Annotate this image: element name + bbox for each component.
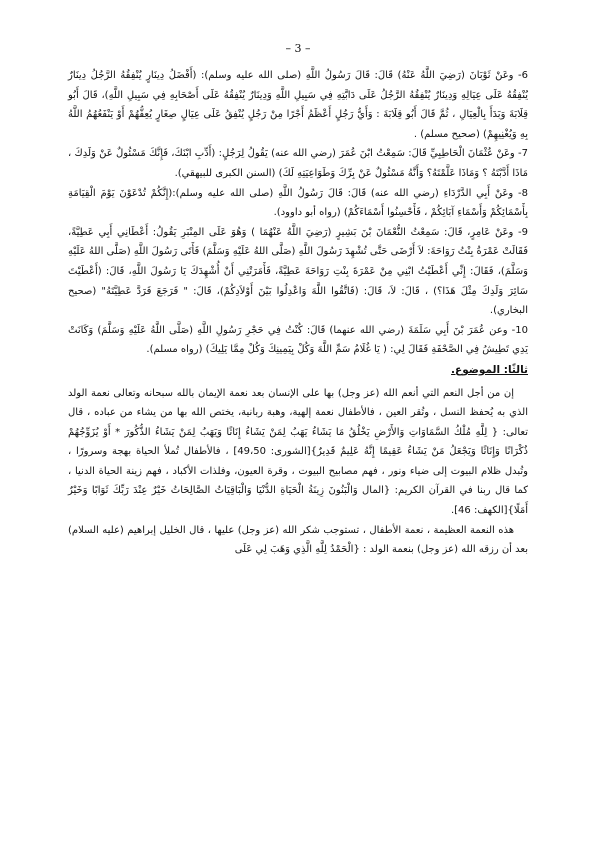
- hadith-10: 10- وعن عُمَرَ بْنَ أَبِي سَلَمَةَ (رضي الله عنهما) قَالَ: كُنْتُ فِي حَجْرِ رَسُولِ اللَّهِ (صَلَّى اللَّهُ عَلَيْهِ وَسَلَّمَ) وَكَانَتْ يَدِي تَطِيشُ فِي الصَّحْفَةِ فَقَالَ لِي: ( يَا غُلَامُ سَمِّ اللَّهَ وَكُلْ بِيَمِينِكَ وَكُلْ مِمَّا يَلِيكَ) (رواه مسلم).: [68, 324, 528, 356]
- hadith-9: 9- وعَنْ عَامِرٍ، قَالَ: سَمِعْتُ النُّعْمَانَ بْنَ بَشِيرٍ (رَضِيَ اللَّهُ عَنْهُمَا ) وَهُوَ عَلَى المِنْبَرِ يَقُولُ: أَعْطَانِي أَبِي عَطِيَّةً، فَقَالَتْ عَمْرَةُ بِنْتُ رَوَاحَةَ: لاَ أَرْضَى حَتَّى تُشْهِدَ رَسُولَ اللَّهِ (صَلَّى اللهُ عَلَيْهِ وَسَلَّمَ) فَأَتَى رَسُولَ اللَّهِ (صَلَّى اللهُ عَلَيْهِ وَسَلَّمَ)، فَقَالَ: إِنِّي أَعْطَيْتُ ابْنِي مِنْ عَمْرَةَ بِنْتِ رَوَاحَةَ عَطِيَّةً، فَأَمَرَتْنِي أَنْ أُشْهِدَكَ يَا رَسُولَ اللَّهِ، قَالَ: (أَعْطَيْتَ سَائِرَ وَلَدِكَ مِثْلَ هَذَا؟) ، قَالَ: لاَ، قَالَ: (فَاتَّقُوا اللَّهَ وَاعْدِلُوا بَيْنَ أَوْلاَدِكُمْ)، قَالَ: " فَرَجَعَ فَرَدَّ عَطِيَّتَهُ" (صحيح البخاري).: [68, 226, 528, 317]
- hadith-8: 8- وعَنْ أَبِي الدَّرْدَاءِ (رضي الله عنه) قَالَ: قَالَ رَسُولُ اللَّهِ (صلى الله عليه وسلم):(إِنَّكُمْ تُدْعَوْنَ يَوْمَ الْقِيَامَةِ بِأَسْمَائِكُمْ وَأَسْمَاءِ آبَائِكُمْ ، فَأَحْسِنُوا أَسْمَاءَكُمْ) (رواه أبو داوود).: [68, 187, 528, 219]
- topic-paragraph: إن من أجل النعم التي أنعم الله (عز وجل) بها على الإنسان بعد نعمة الإيمان بالله سبحانه وتعالى نعمة الولد الذي به يُحفظ النسل ، وتُقر العين ، فالأطفال نعمة إلهية، وهبة ربانية، يختص الله بها من يشاء من عباده ، قال تعالى: { لِلَّهِ مُلْكُ السَّمَاوَاتِ وَالأَرْضِ يَخْلُقُ مَا يَشَاءُ يَهَبُ لِمَنْ يَشَاءُ إِنَاثًا وَيَهَبُ لِمَنْ يَشَاءُ الذُّكُورَ * أَوْ يُزَوِّجُهُمْ ذُكْرَانًا وَإِنَاثًا وَيَجْعَلُ مَنْ يَشَاءُ عَقِيمًا إِنَّهُ عَلِيمٌ قَدِيرٌ}[الشورى: 49،50] ، فالأطفال تُملأ الحياة بهجة وسرورًا ، وتُبدل ظلام البيوت إلى ضياء ونور ، فهم مصابيح البيوت ، وقرة العيون، وفلذات الأكباد ، فهم زينة الحياة الدنيا ، كما قال ربنا في القرآن الكريم: {المال وَالْبَنُونَ زِينَةُ الْحَيَاةِ الدُّنْيَا وَالْبَاقِيَاتُ الصَّالِحَاتُ خَيْرٌ عِنْدَ رَبِّكَ ثَوَابًا وَخَيْرٌ أَمَلًا}[الكهف: 46].: [68, 387, 528, 517]
- topic-paragraph: هذه النعمة العظيمة ، نعمة الأطفال ، تستوجب شكر الله (عز وجل) عليها ، قال الخليل إبراهيم (عليه السلام) بعد أن رزقه الله (عز وجل) بنعمة الولد : {الْحَمْدُ لِلَّهِ الَّذِي وَهَبَ لِي عَلَى: [68, 524, 528, 556]
- hadith-6: 6- وعَنْ ثَوْبَانَ (رَضِيَ اللَّهُ عَنْهُ) قَالَ: قَالَ رَسُولُ اللَّهِ (صلى الله عليه وسلم): (أَفْضَلُ دِينَارٍ يُنْفِقُهُ الرَّجُلُ دِينَارٌ يُنْفِقُهُ عَلَى عِيَالِهِ وَدِينَارٌ يُنْفِقُهُ الرَّجُلُ عَلَى دَابَّتِهِ فِي سَبِيلِ اللَّهِ وَدِينَارٌ يُنْفِقُهُ عَلَى أَصْحَابِهِ فِي سَبِيلِ اللَّهِ)، قَالَ أَبُو قِلَابَةَ وَبَدَأَ بِالْعِيَالِ ، ثُمَّ قَالَ أَبُو قِلَابَةَ : وَأَيُّ رَجُلٍ أَعْظَمُ أَجْرًا مِنْ رَجُلٍ يُنْفِقُ عَلَى عِيَالٍ صِغَارٍ يُعِفُّهُمْ أَوْ يَنْفَعُهُمُ اللَّهُ بِهِ وَيُغْنِيهِمْ) (صحيح مسلم) .: [68, 70, 528, 140]
- section-heading: ثالثًا: الموضوع.: [451, 363, 528, 376]
- page-number: – 3 –: [285, 42, 311, 55]
- hadith-7: 7- وعَنْ عُثْمَانَ الْحَاطِبِيِّ قَالَ: سَمِعْتُ ابْنَ عُمَرَ (رضي الله عنه) يَقُولُ لِرَجُلٍ: (أَدِّبِ ابْنَكَ، فَإِنَّكَ مَسْئُولٌ عَنْ وَلَدِكَ ، مَاذَا أَدَّبْتَهُ ؟ وَمَاذَا عَلَّمْتَهُ؟ وَأَنَّهُ مَسْئُولٌ عَنْ بِرِّكَ وَطَوَاعِيَتِهِ لَكَ) (السنن الكبرى للبيهقي).: [68, 148, 528, 179]
- page-content: [68, 66, 528, 560]
